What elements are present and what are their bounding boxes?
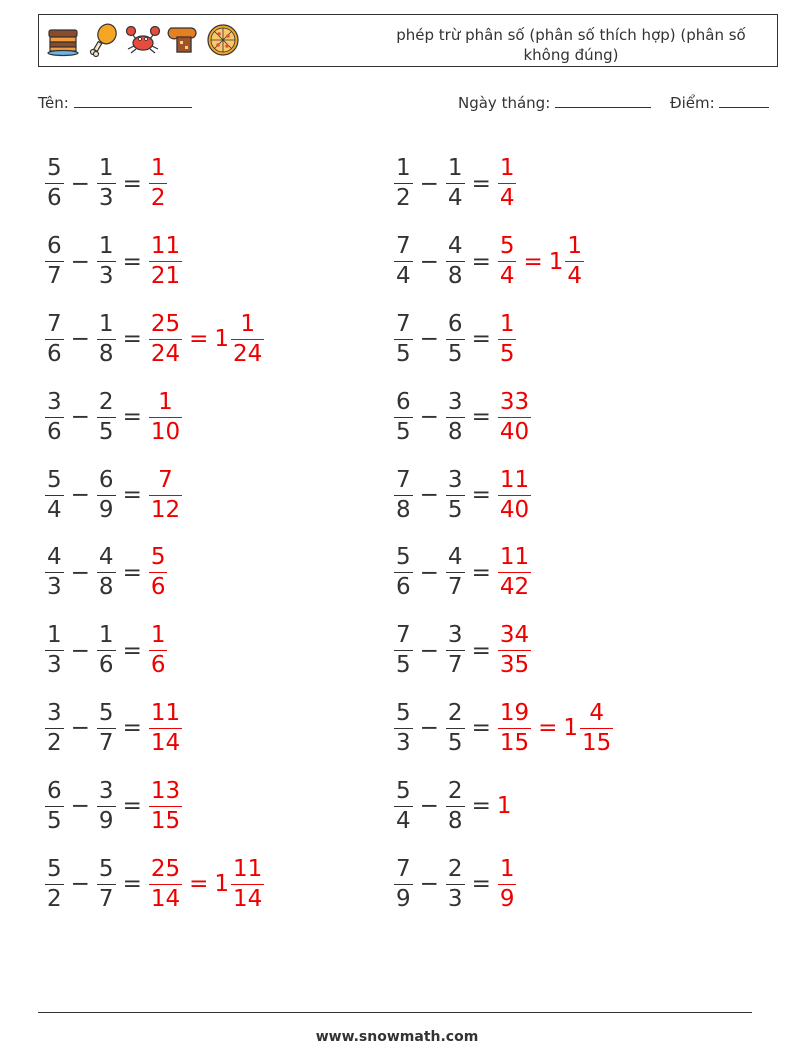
answer-fraction [149, 157, 168, 210]
date-field [458, 93, 651, 112]
numerator: 2 [447, 855, 463, 882]
minus-sign: − [419, 793, 439, 820]
answer-fraction [498, 235, 517, 288]
subtrahend-fraction [446, 624, 465, 677]
denominator: 9 [499, 885, 515, 912]
answer-fraction [149, 546, 168, 599]
denominator: 14 [233, 885, 263, 912]
numerator: 3 [47, 699, 62, 726]
answer-fraction [149, 310, 182, 367]
subtrahend-fraction [446, 699, 465, 756]
denominator: 3 [98, 263, 114, 290]
subtrahend-fraction [446, 388, 465, 445]
equals-sign: = [471, 559, 491, 586]
minuend-fraction [394, 310, 413, 367]
denominator: 6 [47, 185, 62, 212]
numerator: 5 [98, 699, 114, 726]
numerator: 5 [396, 544, 411, 571]
numerator: 3 [447, 622, 463, 649]
equals-sign: = [471, 715, 491, 742]
denominator: 7 [98, 729, 114, 756]
denominator: 8 [98, 340, 114, 367]
answer [497, 388, 532, 445]
equals-sign: = [538, 715, 558, 742]
crab-icon [125, 22, 161, 58]
equals-sign: = [471, 871, 491, 898]
minus-sign: − [70, 715, 90, 742]
minus-sign: − [419, 248, 439, 275]
subtrahend-fraction [446, 546, 465, 599]
name-line[interactable] [74, 93, 192, 108]
denominator: 35 [499, 652, 530, 679]
answer [148, 466, 183, 523]
equals-sign: = [122, 715, 142, 742]
left-problem-1 [44, 145, 265, 223]
answer [497, 793, 512, 819]
mixed-whole: 1 [214, 871, 230, 898]
denominator: 4 [396, 263, 411, 290]
right-problem-10 [393, 845, 614, 923]
mixed-whole: 1 [563, 715, 579, 742]
subtrahend-fraction [446, 777, 465, 834]
numerator: 7 [396, 466, 411, 493]
minus-sign: − [419, 326, 439, 353]
equals-sign: = [122, 170, 142, 197]
denominator: 4 [567, 263, 583, 290]
footer-url: www.snowmath.com [315, 1029, 479, 1045]
equals-sign: = [471, 793, 491, 820]
answer-fraction [149, 855, 182, 912]
numerator: 11 [150, 233, 181, 260]
denominator: 2 [47, 885, 62, 912]
minus-sign: − [70, 248, 90, 275]
denominator: 7 [447, 574, 463, 601]
right-problem-8 [393, 690, 614, 768]
numerator: 4 [98, 544, 114, 571]
numerator: 4 [47, 544, 62, 571]
numerator: 5 [499, 233, 515, 260]
numerator: 4 [447, 233, 463, 260]
denominator: 5 [396, 418, 411, 445]
denominator: 5 [499, 340, 515, 367]
minuend-fraction [45, 624, 64, 677]
numerator: 1 [447, 155, 463, 182]
numerator: 2 [447, 777, 463, 804]
equals-sign: = [122, 637, 142, 664]
score-line[interactable] [719, 93, 769, 108]
numerator: 5 [47, 155, 62, 182]
answer-fraction [498, 466, 531, 523]
subtrahend-fraction [97, 546, 116, 599]
minus-sign: − [70, 871, 90, 898]
denominator: 15 [582, 729, 612, 756]
numerator: 13 [150, 777, 181, 804]
answer-fraction [498, 699, 531, 756]
minuend-fraction [45, 699, 64, 756]
mixed-fraction [231, 310, 264, 367]
numerator: 1 [98, 310, 114, 337]
minus-sign: − [70, 404, 90, 431]
score-label: Điểm: [670, 94, 715, 112]
answer-fraction [149, 235, 182, 288]
denominator: 6 [150, 574, 166, 601]
answer [148, 855, 265, 912]
answer [497, 546, 532, 599]
numerator: 7 [47, 310, 62, 337]
minus-sign: − [70, 482, 90, 509]
denominator: 4 [447, 185, 463, 212]
left-problem-6 [44, 534, 265, 612]
subtrahend-fraction [97, 310, 116, 367]
equals-sign: = [189, 871, 209, 898]
right-problem-4 [393, 378, 614, 456]
date-line[interactable] [555, 93, 651, 108]
left-problem-5 [44, 456, 265, 534]
denominator: 6 [98, 652, 114, 679]
numerator: 7 [396, 310, 411, 337]
answer-fraction [498, 310, 517, 367]
numerator: 5 [47, 855, 62, 882]
footer-divider [38, 1012, 752, 1013]
denominator: 4 [499, 185, 515, 212]
left-problem-9 [44, 767, 265, 845]
denominator: 40 [499, 496, 530, 523]
minuend-fraction [45, 855, 64, 912]
answer [148, 235, 183, 288]
minuend-fraction [394, 157, 413, 210]
minuend-fraction [45, 777, 64, 834]
denominator: 5 [47, 807, 62, 834]
right-problem-1 [393, 145, 614, 223]
numerator: 1 [499, 855, 515, 882]
minuend-fraction [45, 546, 64, 599]
denominator: 3 [47, 652, 62, 679]
minuend-fraction [45, 310, 64, 367]
minus-sign: − [70, 170, 90, 197]
denominator: 42 [499, 574, 530, 601]
denominator: 3 [47, 574, 62, 601]
subtrahend-fraction [446, 157, 465, 210]
denominator: 24 [233, 340, 263, 367]
equals-sign: = [471, 248, 491, 275]
equals-sign: = [471, 170, 491, 197]
denominator: 8 [396, 496, 411, 523]
subtrahend-fraction [446, 235, 465, 288]
answer [497, 157, 518, 210]
numerator: 1 [150, 155, 166, 182]
denominator: 8 [447, 263, 463, 290]
answer-fraction [498, 157, 517, 210]
numerator: 11 [499, 466, 530, 493]
equals-sign: = [471, 404, 491, 431]
answer [148, 157, 169, 210]
toast-icon [165, 22, 201, 58]
numerator: 25 [150, 855, 181, 882]
numerator: 7 [158, 466, 173, 493]
denominator: 5 [447, 340, 463, 367]
answer [148, 310, 265, 367]
minuend-fraction [45, 466, 64, 523]
equals-sign: = [471, 482, 491, 509]
minus-sign: − [70, 793, 90, 820]
equals-sign: = [471, 637, 491, 664]
numerator: 6 [47, 777, 62, 804]
numerator: 19 [499, 699, 530, 726]
denominator: 14 [150, 885, 181, 912]
answer-fraction [498, 624, 531, 677]
numerator: 2 [447, 699, 463, 726]
left-problem-2 [44, 223, 265, 301]
numerator: 34 [499, 622, 530, 649]
denominator: 9 [98, 496, 114, 523]
equals-sign: = [471, 326, 491, 353]
name-label: Tên: [38, 94, 69, 112]
answer [497, 624, 532, 677]
minuend-fraction [394, 624, 413, 677]
score-field [670, 93, 769, 112]
denominator: 5 [447, 496, 463, 523]
denominator: 9 [98, 807, 114, 834]
minuend-fraction [45, 157, 64, 210]
mixed-whole: 1 [214, 326, 230, 353]
denominator: 5 [98, 418, 114, 445]
denominator: 8 [98, 574, 114, 601]
denominator: 6 [396, 574, 411, 601]
minus-sign: − [70, 637, 90, 664]
minus-sign: − [419, 559, 439, 586]
minuend-fraction [394, 699, 413, 756]
denominator: 12 [150, 496, 181, 523]
minuend-fraction [394, 777, 413, 834]
subtrahend-fraction [446, 310, 465, 367]
minus-sign: − [419, 637, 439, 664]
numerator: 5 [396, 699, 411, 726]
numerator: 11 [499, 544, 530, 571]
denominator: 5 [396, 340, 411, 367]
numerator: 1 [150, 622, 166, 649]
numerator: 1 [499, 155, 515, 182]
denominator: 8 [447, 418, 463, 445]
minuend-fraction [394, 466, 413, 523]
numerator: 5 [98, 855, 114, 882]
denominator: 10 [150, 418, 181, 445]
answer-whole: 1 [496, 793, 512, 820]
denominator: 9 [396, 885, 411, 912]
numerator: 6 [447, 310, 463, 337]
right-problem-3 [393, 301, 614, 379]
denominator: 3 [396, 729, 411, 756]
minuend-fraction [394, 546, 413, 599]
numerator: 7 [396, 855, 411, 882]
answer [148, 388, 183, 445]
denominator: 40 [499, 418, 530, 445]
answer [148, 546, 169, 599]
answer [148, 624, 169, 677]
problems-right [393, 145, 614, 923]
denominator: 6 [47, 340, 62, 367]
denominator: 6 [150, 652, 166, 679]
denominator: 2 [396, 185, 411, 212]
numerator: 1 [98, 233, 114, 260]
equals-sign: = [122, 482, 142, 509]
numerator: 3 [98, 777, 114, 804]
numerator: 7 [396, 233, 411, 260]
denominator: 14 [150, 729, 181, 756]
answer [148, 699, 183, 756]
left-problem-10 [44, 845, 265, 923]
left-problem-8 [44, 690, 265, 768]
minuend-fraction [394, 235, 413, 288]
minus-sign: − [70, 559, 90, 586]
answer-fraction [498, 388, 531, 445]
denominator: 7 [47, 263, 62, 290]
mixed-fraction [231, 855, 264, 912]
answer-fraction [149, 624, 168, 677]
icon-strip [45, 22, 241, 58]
denominator: 15 [499, 729, 530, 756]
answer-fraction [498, 855, 517, 912]
drumstick-icon [85, 22, 121, 58]
denominator: 15 [150, 807, 181, 834]
right-problem-9 [393, 767, 614, 845]
answer-fraction [149, 388, 182, 445]
denominator: 4 [396, 807, 411, 834]
denominator: 2 [47, 729, 62, 756]
equals-sign: = [122, 793, 142, 820]
numerator: 2 [98, 388, 114, 415]
numerator: 5 [150, 544, 166, 571]
numerator: 25 [150, 310, 181, 337]
numerator: 1 [158, 388, 173, 415]
numerator: 5 [396, 777, 411, 804]
minus-sign: − [70, 326, 90, 353]
denominator: 8 [447, 807, 463, 834]
equals-sign: = [189, 326, 209, 353]
denominator: 3 [447, 885, 463, 912]
numerator: 11 [233, 855, 263, 882]
answer-fraction [149, 777, 182, 834]
denominator: 21 [150, 263, 181, 290]
subtrahend-fraction [97, 466, 116, 523]
numerator: 11 [150, 699, 181, 726]
answer [148, 777, 183, 834]
subtrahend-fraction [97, 624, 116, 677]
answer [497, 466, 532, 523]
subtrahend-fraction [97, 388, 116, 445]
answer [497, 310, 518, 367]
left-problem-7 [44, 612, 265, 690]
numerator: 7 [396, 622, 411, 649]
answer-fraction [149, 699, 182, 756]
numerator: 3 [47, 388, 62, 415]
problems-left [44, 145, 265, 923]
header-box [38, 14, 778, 67]
right-problem-6 [393, 534, 614, 612]
numerator: 6 [47, 233, 62, 260]
subtrahend-fraction [446, 466, 465, 523]
denominator: 24 [150, 340, 181, 367]
minuend-fraction [45, 388, 64, 445]
subtrahend-fraction [97, 777, 116, 834]
equals-sign: = [122, 404, 142, 431]
denominator: 4 [47, 496, 62, 523]
mixed-fraction [580, 699, 613, 756]
equals-sign: = [122, 248, 142, 275]
numerator: 6 [396, 388, 411, 415]
denominator: 7 [98, 885, 114, 912]
mixed-whole: 1 [548, 248, 564, 275]
mixed-fraction [565, 235, 584, 288]
denominator: 5 [396, 652, 411, 679]
numerator: 1 [98, 155, 114, 182]
numerator: 4 [447, 544, 463, 571]
denominator: 5 [447, 729, 463, 756]
subtrahend-fraction [97, 855, 116, 912]
equals-sign: = [122, 326, 142, 353]
right-problem-2 [393, 223, 614, 301]
numerator: 1 [396, 155, 411, 182]
minus-sign: − [419, 170, 439, 197]
numerator: 4 [589, 699, 604, 726]
subtrahend-fraction [97, 699, 116, 756]
minuend-fraction [45, 235, 64, 288]
minus-sign: − [419, 482, 439, 509]
worksheet-title: phép trừ phân số (phân số thích hợp) (phân số không đúng) [396, 26, 746, 64]
minus-sign: − [419, 715, 439, 742]
subtrahend-fraction [446, 855, 465, 912]
cake-icon [45, 22, 81, 58]
equals-sign: = [523, 248, 543, 275]
numerator: 1 [240, 310, 255, 337]
answer [497, 699, 614, 756]
minuend-fraction [394, 855, 413, 912]
answer [497, 235, 585, 288]
pizza-icon [205, 22, 241, 58]
answer-fraction [498, 546, 531, 599]
numerator: 3 [447, 466, 463, 493]
denominator: 6 [47, 418, 62, 445]
numerator: 33 [499, 388, 530, 415]
left-problem-4 [44, 378, 265, 456]
equals-sign: = [122, 559, 142, 586]
denominator: 3 [98, 185, 114, 212]
numerator: 1 [47, 622, 62, 649]
minus-sign: − [419, 871, 439, 898]
name-field [38, 93, 192, 112]
answer-fraction [149, 466, 182, 523]
subtrahend-fraction [97, 157, 116, 210]
left-problem-3 [44, 301, 265, 379]
numerator: 3 [447, 388, 463, 415]
numerator: 1 [499, 310, 515, 337]
date-label: Ngày tháng: [458, 94, 551, 112]
right-problem-7 [393, 612, 614, 690]
equals-sign: = [122, 871, 142, 898]
subtrahend-fraction [97, 235, 116, 288]
minus-sign: − [419, 404, 439, 431]
denominator: 7 [447, 652, 463, 679]
answer [497, 855, 518, 912]
minuend-fraction [394, 388, 413, 445]
denominator: 4 [499, 263, 515, 290]
denominator: 2 [150, 185, 166, 212]
right-problem-5 [393, 456, 614, 534]
numerator: 5 [47, 466, 62, 493]
numerator: 1 [567, 233, 583, 260]
numerator: 1 [98, 622, 114, 649]
numerator: 6 [98, 466, 114, 493]
